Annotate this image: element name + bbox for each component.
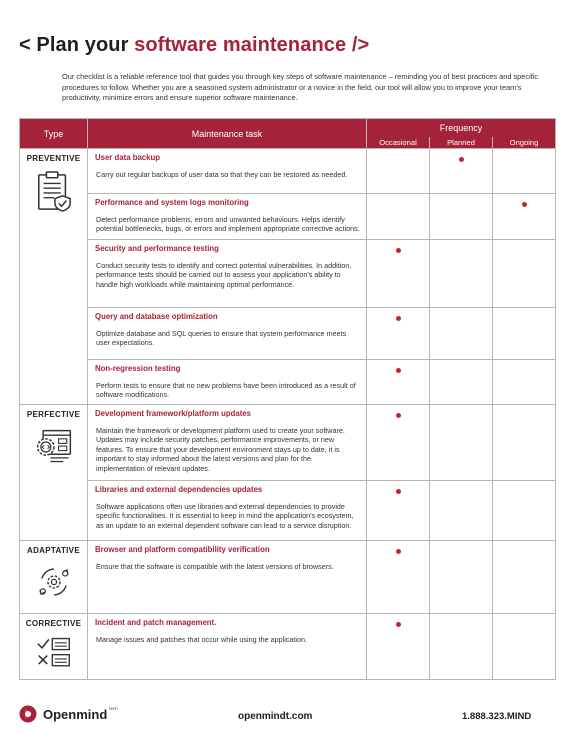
task-description: Detect performance problems, errors and unwanted behaviours. Helps identify potential bottlenecks, bugs, or errors and implement appropriate corrective actions.	[96, 215, 360, 234]
frequency-marker-dot	[396, 316, 401, 321]
task-description: Maintain the framework or development platform used to create your software. Updates may include security patches, performance improvements, or new features. To ensure that your development environment stays up to date, it is important to stay informed about the latest versions and plan for the implementation of relevant updates.	[96, 426, 345, 473]
frequency-cell-occasional	[367, 614, 430, 680]
header-occasional: Occasional	[367, 137, 430, 149]
frequency-cell-planned	[430, 541, 493, 614]
table-row	[20, 614, 556, 680]
frequency-cell-planned	[430, 308, 493, 360]
task-title: Security and performance testing	[95, 244, 219, 253]
task-title: Development framework/platform updates	[95, 409, 251, 418]
frequency-cell-occasional	[367, 308, 430, 360]
task-title: Browser and platform compatibility verification	[95, 545, 270, 554]
type-cell	[20, 149, 88, 405]
type-label: ADAPTATIVE	[27, 546, 80, 555]
task-title: Performance and system logs monitoring	[95, 198, 249, 207]
task-cell	[88, 149, 367, 194]
frequency-cell-ongoing	[493, 541, 556, 614]
task-cell	[88, 360, 367, 405]
table-row	[20, 240, 556, 308]
frequency-cell-ongoing	[493, 405, 556, 481]
type-cell	[20, 541, 88, 614]
task-cell	[88, 481, 367, 541]
task-title: Libraries and external dependencies updates	[95, 485, 263, 494]
type-label: CORRECTIVE	[25, 619, 82, 628]
footer-brand: Openmind	[43, 706, 108, 722]
frequency-cell-occasional	[367, 405, 430, 481]
frequency-cell-ongoing	[493, 240, 556, 308]
header-task: Maintenance task	[88, 119, 367, 149]
task-description: Ensure that the software is compatible with the latest versions of browsers.	[96, 562, 334, 571]
task-cell	[88, 194, 367, 240]
task-description: Conduct security tests to identify and correct potential vulnerabilities. In addition, performance tests should be carried out to assess your application's ability to handle high workloads while maintaining optimal performance.	[96, 261, 352, 289]
frequency-marker-dot	[459, 157, 464, 162]
frequency-marker-dot	[522, 202, 527, 207]
footer-logo[interactable]	[19, 705, 118, 723]
table-row	[20, 194, 556, 240]
frequency-cell-planned	[430, 360, 493, 405]
frequency-cell-planned	[430, 614, 493, 680]
intro-paragraph: Our checklist is a reliable reference tool that guides you through key steps of software maintenance – reminding you of best practices and specific procedures to follow. Whether you are a seasoned system administrator or a novice in the field, our tool will allow you to improve your team's productivity, minimize errors and ensure superior software maintenance.	[62, 72, 539, 103]
task-description: Carry out regular backups of user data so that they can be restored as needed.	[96, 170, 348, 179]
task-title: User data backup	[95, 153, 160, 162]
type-cell	[20, 405, 88, 541]
task-title: Query and database optimization	[95, 312, 218, 321]
footer-phone: 1.888.323.MIND	[462, 711, 532, 722]
frequency-cell-occasional	[367, 360, 430, 405]
type-label: PERFECTIVE	[26, 410, 81, 419]
task-title: Non-regression testing	[95, 364, 181, 373]
footer-brand-suffix: tech	[109, 706, 118, 711]
task-description: Perform tests to ensure that no new problems have been introduced as a result of software modifications.	[96, 381, 356, 400]
frequency-cell-ongoing	[493, 308, 556, 360]
frequency-marker-dot	[396, 368, 401, 373]
task-cell	[88, 541, 367, 614]
frequency-cell-planned	[430, 194, 493, 240]
frequency-cell-ongoing	[493, 194, 556, 240]
task-description: Software applications often use libraries and external dependencies to provide specific functionalities. It is essential to keep in mind the application's ecosystem, as an update to an external dependent software can lead to a service disruption.	[96, 502, 354, 530]
task-cell	[88, 614, 367, 680]
frequency-marker-dot	[396, 489, 401, 494]
table-row	[20, 149, 556, 194]
task-title: Incident and patch management.	[95, 618, 217, 627]
frequency-cell-occasional	[367, 240, 430, 308]
task-cell	[88, 240, 367, 308]
frequency-cell-planned	[430, 149, 493, 194]
check-cross-list-icon	[35, 636, 73, 670]
header-ongoing: Ongoing	[493, 137, 556, 149]
table-row	[20, 360, 556, 405]
openmind-logo-icon	[19, 705, 37, 723]
table-row	[20, 481, 556, 541]
frequency-cell-occasional	[367, 194, 430, 240]
frequency-cell-occasional	[367, 541, 430, 614]
frequency-marker-dot	[396, 622, 401, 627]
frequency-marker-dot	[396, 549, 401, 554]
header-type: Type	[20, 119, 88, 149]
gear-cycle-icon	[35, 563, 73, 601]
type-label: PREVENTIVE	[26, 154, 81, 163]
page-title-prefix: < Plan your	[19, 34, 135, 56]
frequency-cell-planned	[430, 240, 493, 308]
frequency-cell-ongoing	[493, 614, 556, 680]
frequency-cell-ongoing	[493, 360, 556, 405]
task-description: Manage issues and patches that occur while using the application.	[96, 635, 307, 644]
clipboard-shield-icon	[35, 171, 73, 213]
code-window-gear-icon	[34, 427, 74, 467]
task-cell	[88, 405, 367, 481]
frequency-marker-dot	[396, 248, 401, 253]
table-row	[20, 405, 556, 481]
maintenance-table	[19, 118, 556, 680]
frequency-cell-planned	[430, 405, 493, 481]
table-row	[20, 308, 556, 360]
page-title-accent: software maintenance />	[134, 34, 370, 56]
page-title	[19, 34, 369, 57]
frequency-cell-planned	[430, 481, 493, 541]
header-planned: Planned	[430, 137, 493, 149]
footer-url-link[interactable]: openmindt.com	[238, 711, 313, 722]
frequency-cell-ongoing	[493, 149, 556, 194]
frequency-cell-ongoing	[493, 481, 556, 541]
type-cell	[20, 614, 88, 680]
frequency-cell-occasional	[367, 149, 430, 194]
header-frequency: Frequency	[367, 119, 556, 137]
frequency-cell-occasional	[367, 481, 430, 541]
task-description: Optimize database and SQL queries to ensure that system performance meets user expectations.	[96, 329, 347, 348]
task-cell	[88, 308, 367, 360]
table-row	[20, 541, 556, 614]
frequency-marker-dot	[396, 413, 401, 418]
